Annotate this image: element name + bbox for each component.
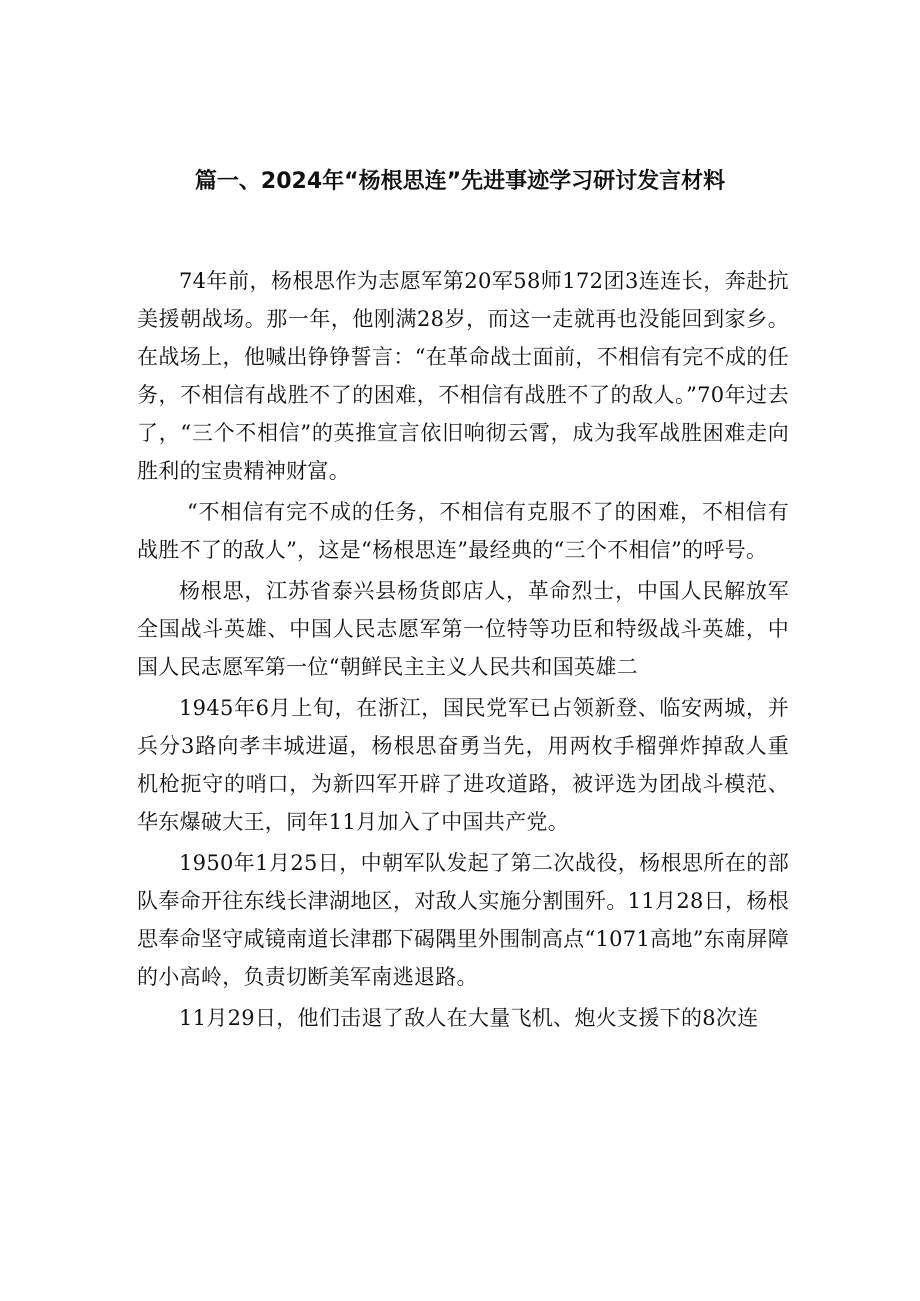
- paragraph-slogan: “不相信有完不成的任务，不相信有克服不了的困难，不相信有战胜不了的敌人”，这是“杨根思连”最经典的“三个不相信”的呼号。: [137, 500, 789, 562]
- paragraph-nov-29: 11月29日，他们击退了敌人在大量飞机、炮火支援下的8次连: [179, 1006, 759, 1030]
- paragraph-biography: 杨根思，江苏省泰兴县杨货郎店人，革命烈士，中国人民解放军全国战斗英雄、中国人民志愿军第一位特等功臣和特级战斗英雄，中国人民志愿军第一位“朝鲜民主主义人民共和国英雄二: [137, 579, 789, 679]
- paragraph-1945: 1945年6月上旬，在浙江，国民党军已占领新登、临安两城，并兵分3路向孝丰城进逼，杨根思奋勇当先，用两枚手榴弹炸掉敌人重机枪扼守的哨口，为新四军开辟了进攻道路，被评选为团战斗模范、华东爆破大王，同年11月加入了中国共产党。: [137, 696, 789, 834]
- document-title: 篇一、2024年“杨根思连”先进事迹学习研讨发言材料: [194, 169, 726, 194]
- document-body: [137, 262, 789, 1037]
- paragraph-1950: 1950年1月25日，中朝军队发起了第二次战役，杨根思所在的部队奉命开往东线长津湖地区，对敌人实施分割围歼。11月28日，杨根思奉命坚守咸镜南道长津郡下碣隅里外围制高点“1071高地”东南屏障的小高岭，负责切断美军南逃退路。: [137, 851, 789, 989]
- paragraph-intro: 74年前，杨根思作为志愿军第20军58师172团3连连长，奔赴抗美援朝战场。那一年，他刚满28岁，而这一走就再也没能回到家乡。在战场上，他喊出铮铮誓言：“在革命战士面前，不相信有完不成的任务，不相信有战胜不了的困难，不相信有战胜不了的敌人。”70年过去了，“三个不相信”的英推宣言依旧响彻云霄，成为我军战胜困难走向胜利的宝贵精神财富。: [137, 269, 789, 483]
